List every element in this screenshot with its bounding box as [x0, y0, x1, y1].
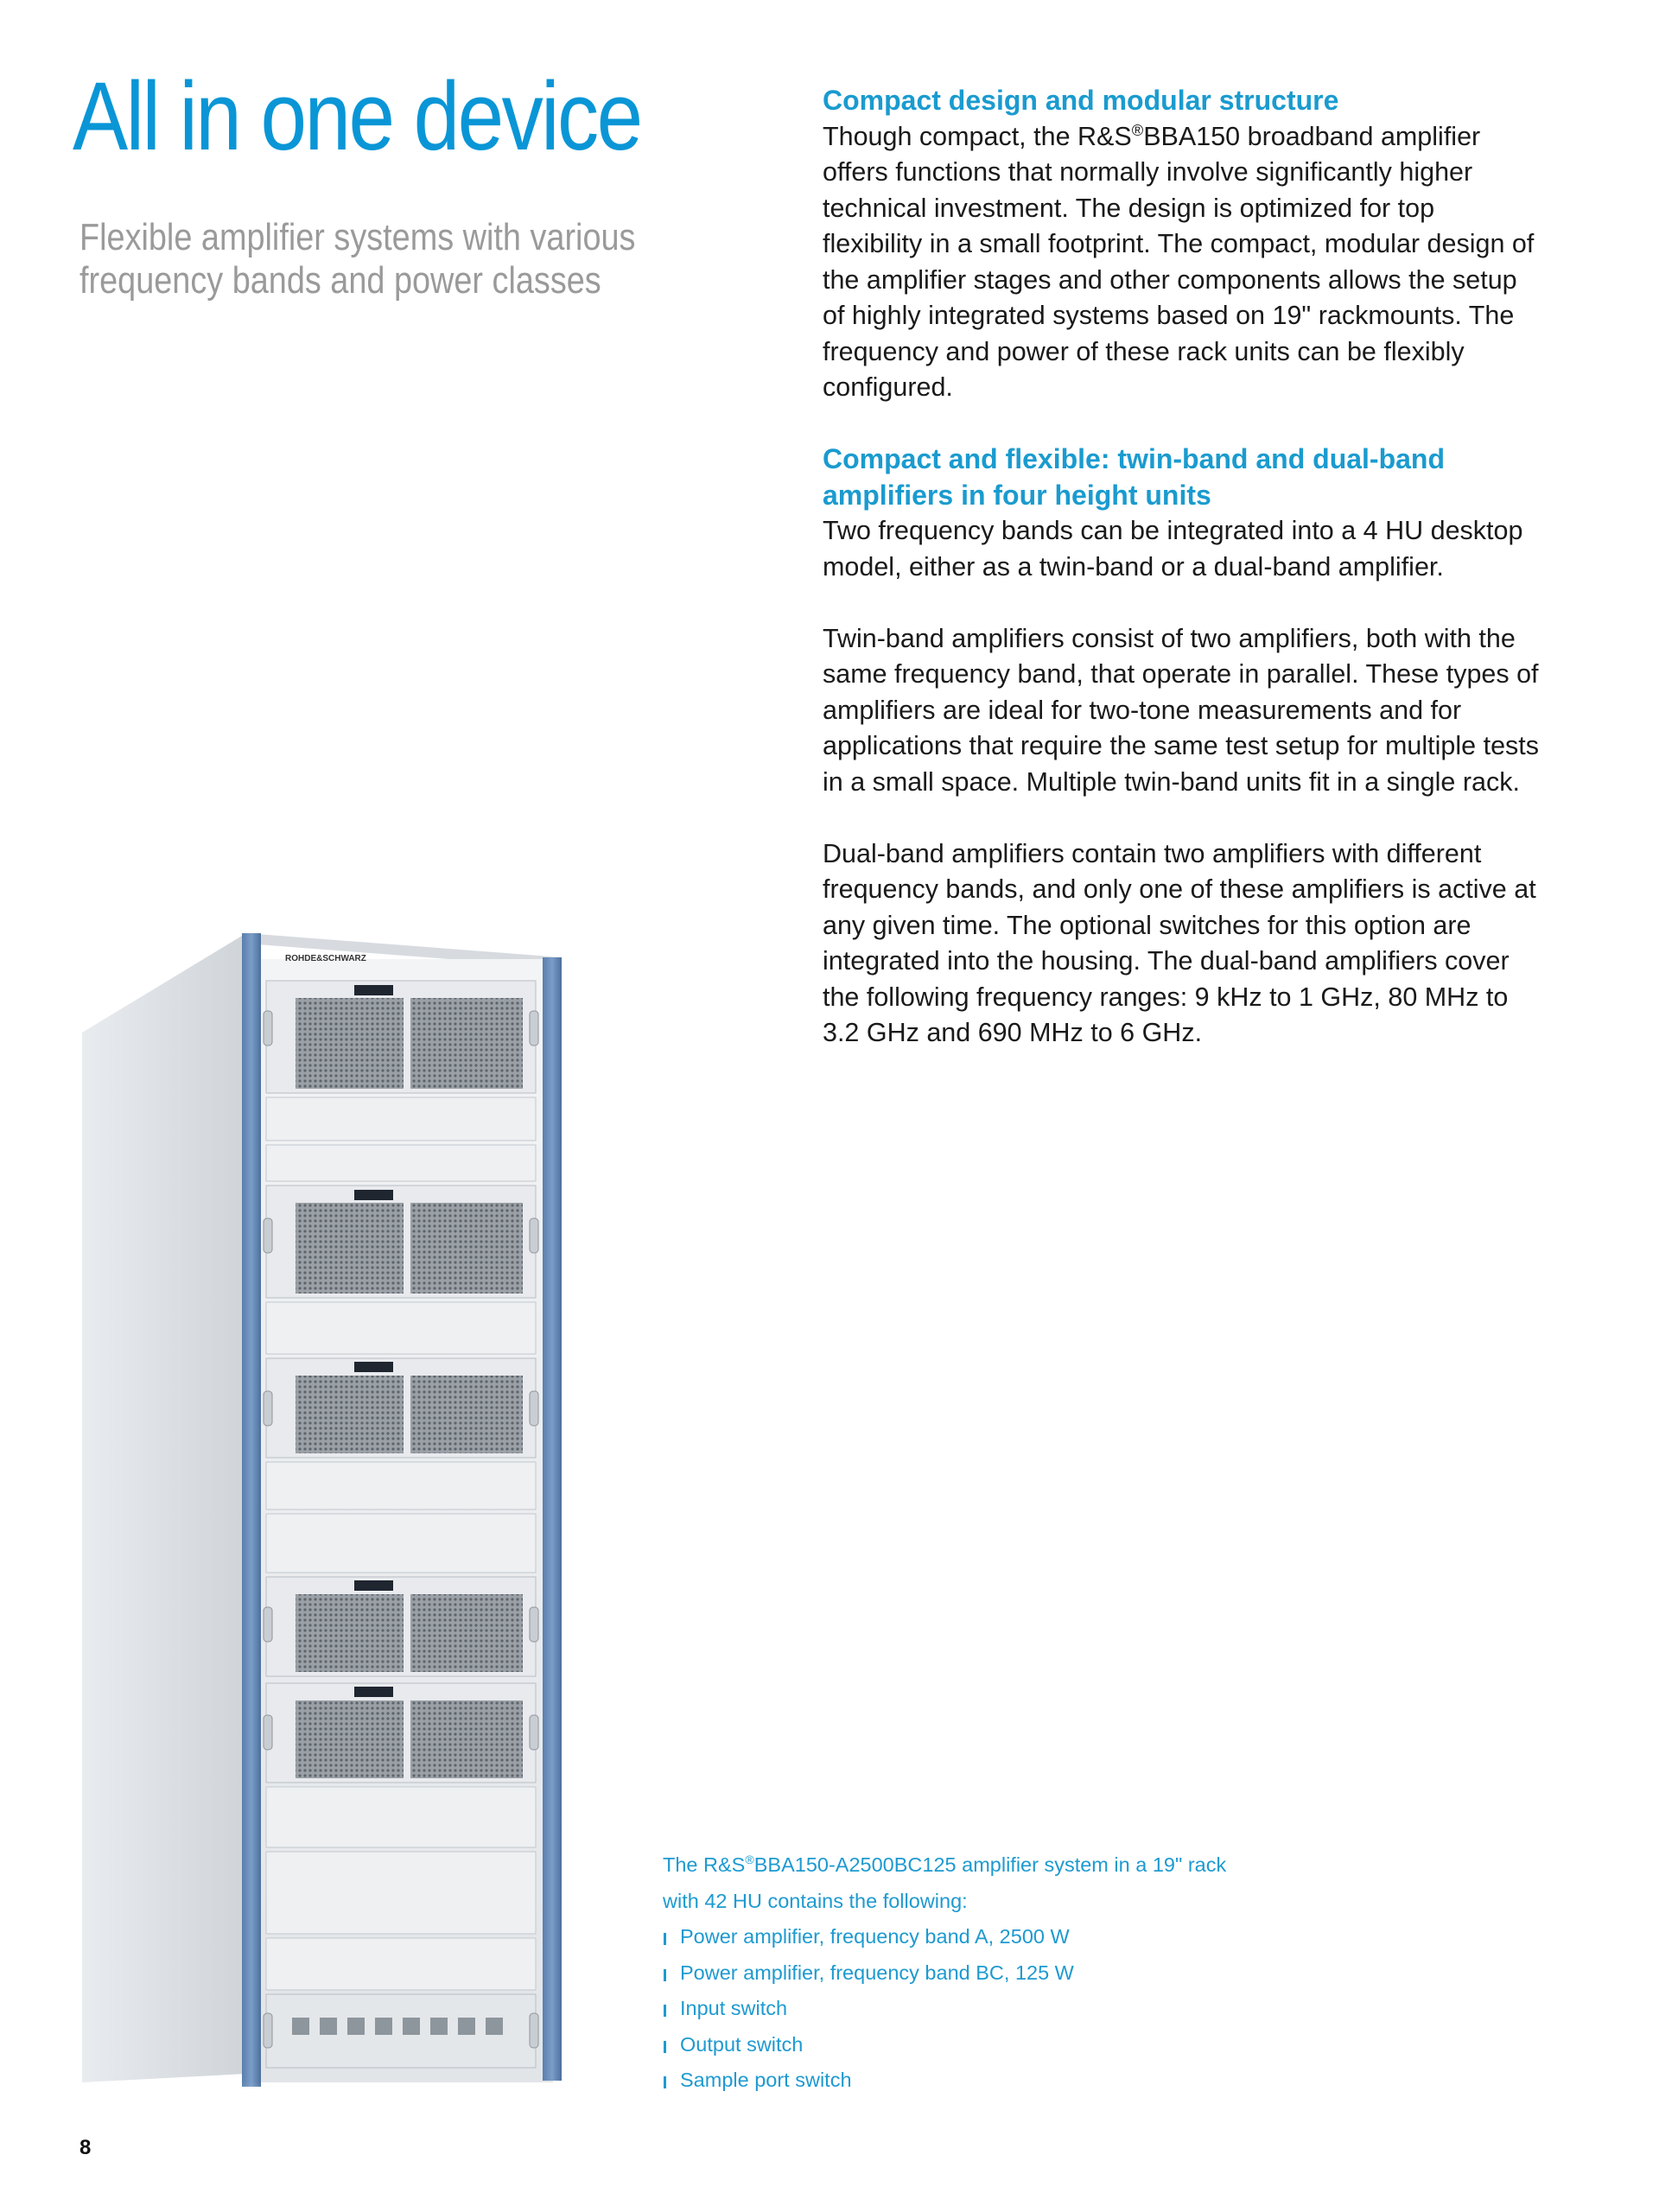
caption-list: [663, 1919, 1268, 2099]
caption-list-item: Power amplifier, frequency band A, 2500 W: [663, 1919, 1268, 1955]
section-paragraph: Dual-band amplifiers contain two amplifiers with different frequency bands, and only one of these amplifiers is active at any given time. The optional switches for this option are integrated into the housing. The dual-band amplifiers cover the following frequency ranges: 9 kHz to 1 GHz, 80 MHz to 3.2 GHz and 690 MHz to 6 GHz.: [823, 838, 1536, 1047]
caption-list-item: Sample port switch: [663, 2063, 1268, 2099]
amplifier-rack-image: [69, 933, 588, 2143]
image-caption: [663, 1847, 1268, 2099]
section-body-compact-design: Though compact, the R&S®BBA150 broadband amplifier offers functions that normally involve significantly higher technical investment. The design is optimized for top flexibility in a small footprint. The compact, modular design of the amplifier stages and other components allows the setup of highly integrated systems based on 19" rackmounts. The frequency and power of these rack units can be flexibly configured.: [823, 120, 1535, 402]
caption-intro: The R&S®BBA150-A2500BC125 amplifier system in a 19" rack with 42 HU contains the following:: [663, 1853, 1227, 1912]
brand-logo: ROHDE&SCHWARZ: [285, 954, 366, 963]
caption-list-item: Power amplifier, frequency band BC, 125 W: [663, 1955, 1268, 1992]
main-text-column: [823, 83, 1540, 1052]
caption-list-item: Input switch: [663, 1991, 1268, 2027]
section-paragraph: Twin-band amplifiers consist of two amplifiers, both with the same frequency band, that operate in parallel. These types of amplifiers are ideal for two-tone measurements and for applications that require the same test setup for multiple tests in a small space. Multiple twin-band units fit in a single rack.: [823, 623, 1540, 797]
page-subtitle: Flexible amplifier systems with various frequency bands and power classes: [79, 216, 636, 302]
caption-list-item: Output switch: [663, 2027, 1268, 2063]
section-heading-compact-design: Compact design and modular structure: [823, 85, 1339, 116]
page-title: All in one device: [73, 62, 641, 170]
section-paragraph: Two frequency bands can be integrated into a 4 HU desktop model, either as a twin-band or a dual-band amplifier.: [823, 516, 1523, 582]
section-heading-twin-dual-band: Compact and flexible: twin-band and dual-band amplifiers in four height units: [823, 443, 1446, 511]
page-number: 8: [79, 2136, 92, 2159]
